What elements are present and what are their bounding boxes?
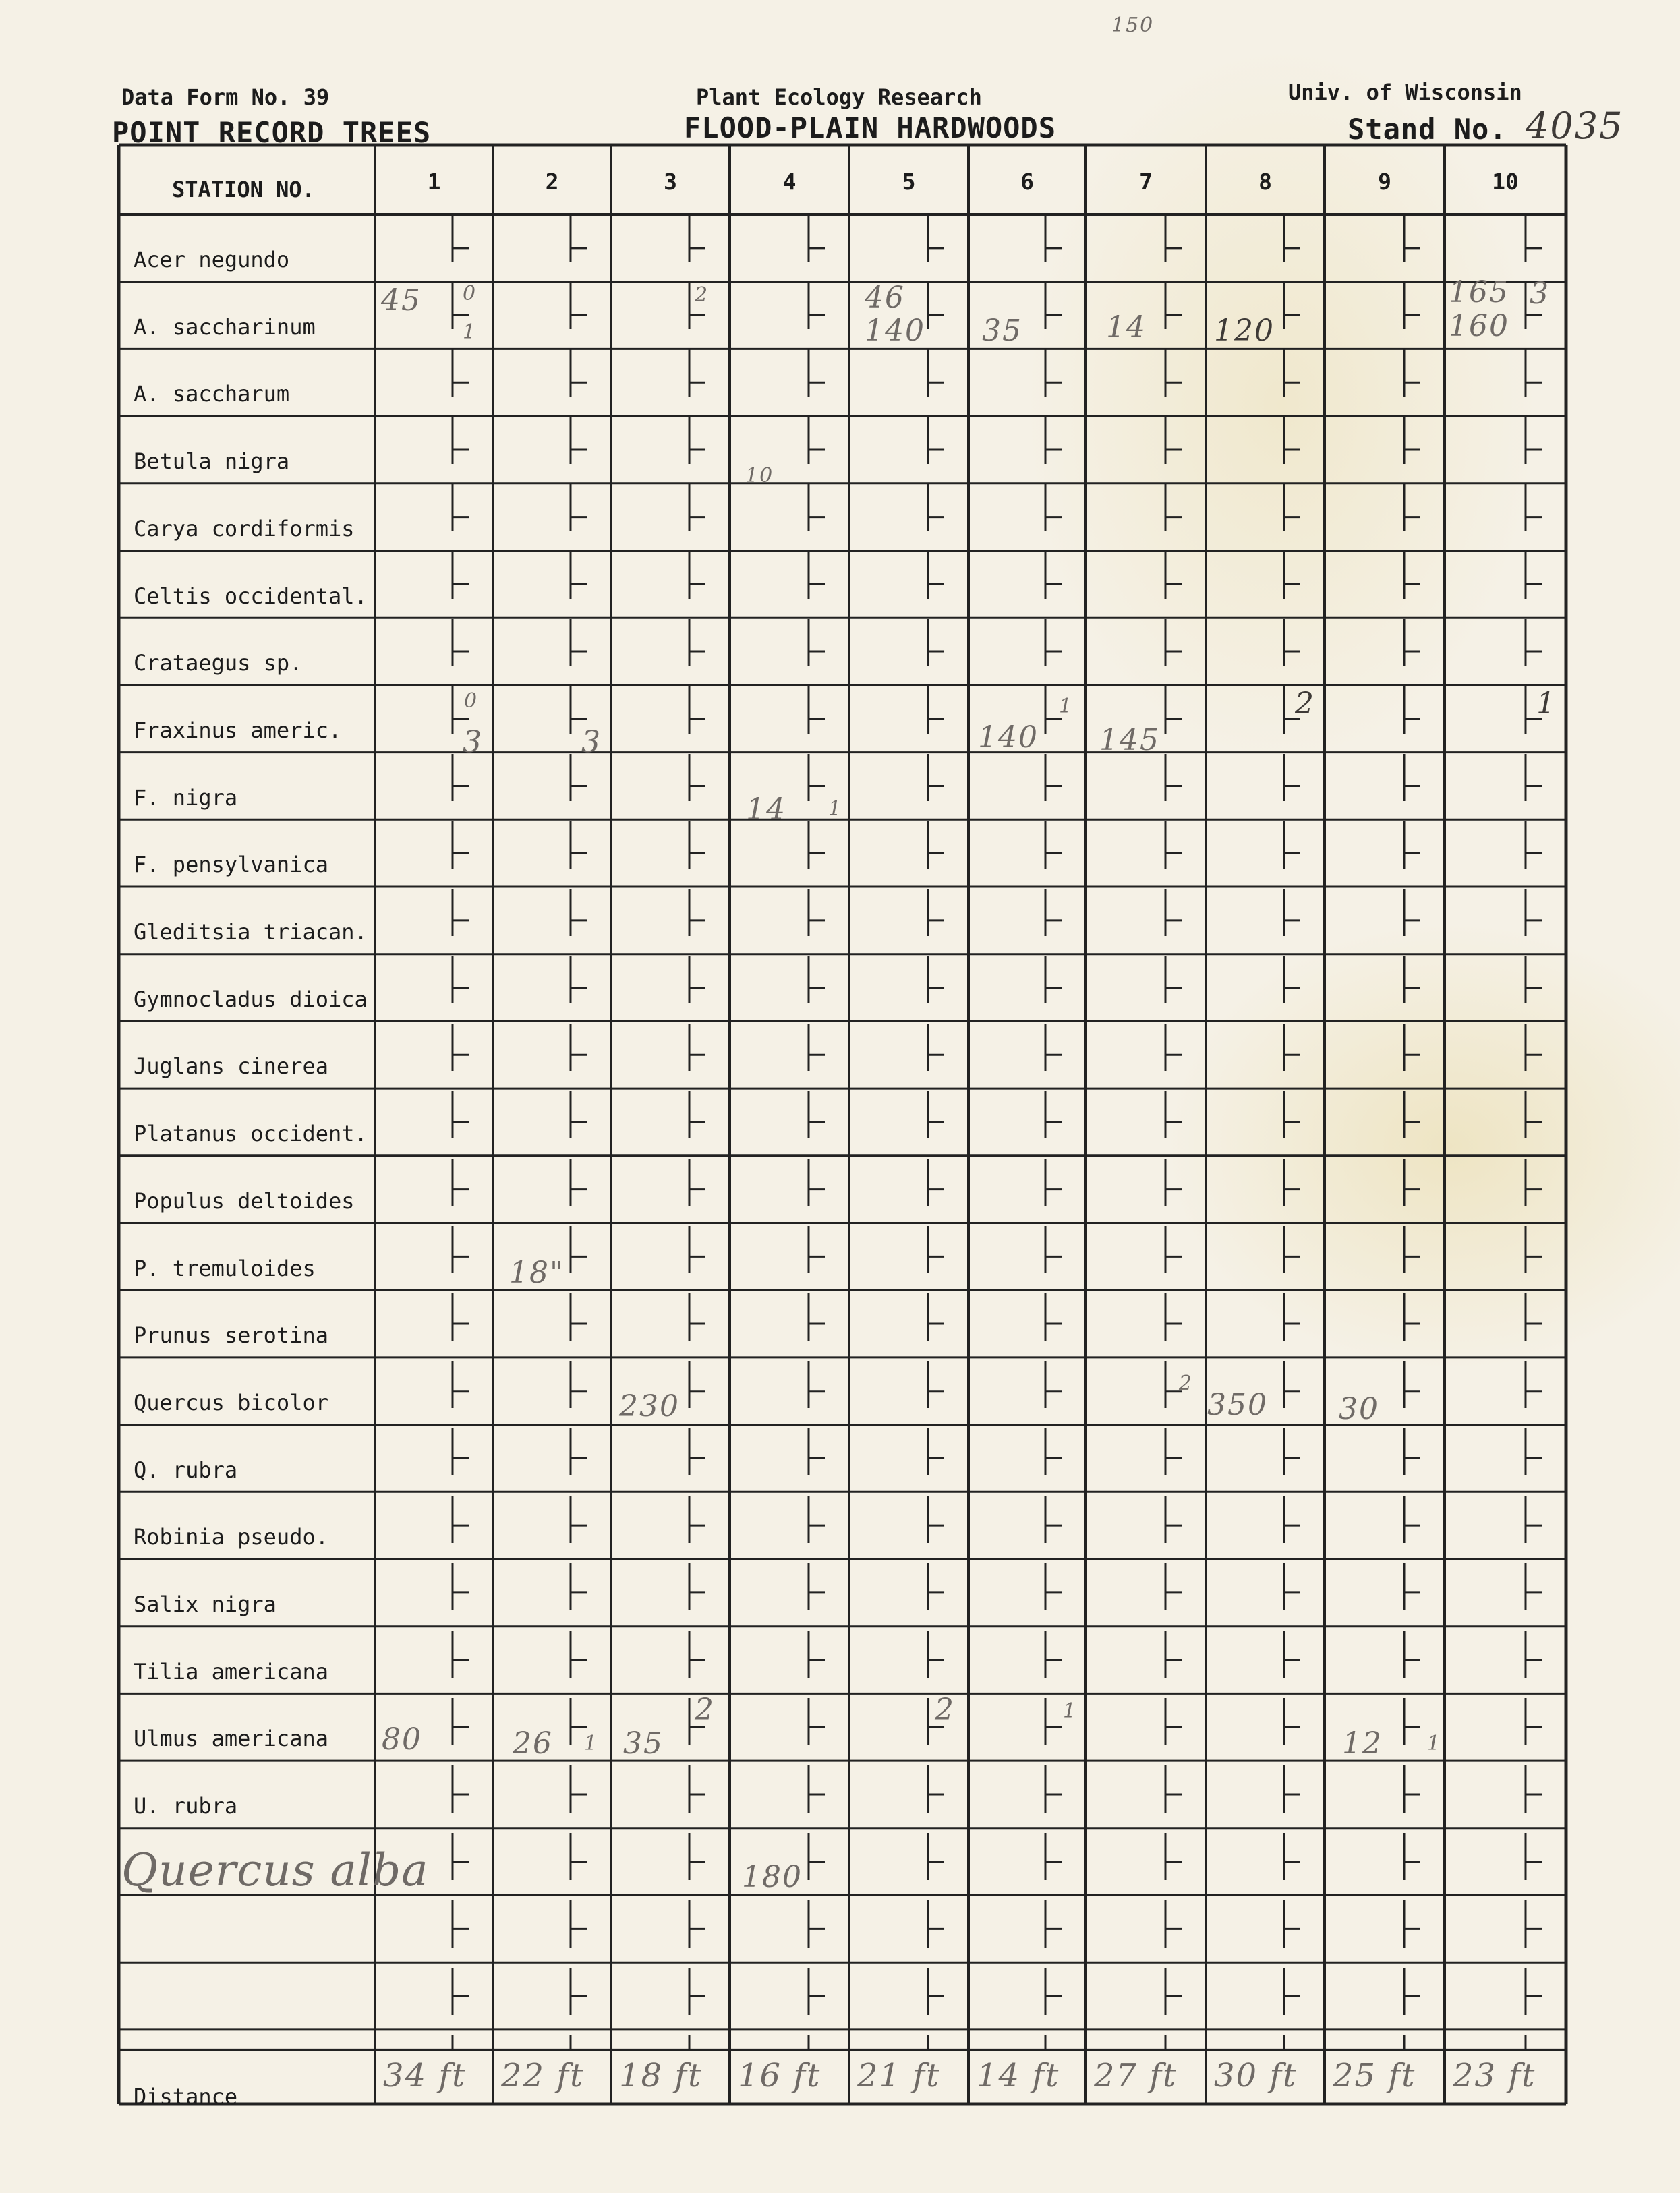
entry-fraxinus-s2-q: 3	[581, 725, 602, 759]
entry-fraxinus-s6-dia: 140	[978, 720, 1039, 755]
entry-fraxinus-s7-dia: 145	[1099, 723, 1160, 757]
station-number: 2	[545, 169, 559, 195]
station-number: 6	[1020, 169, 1034, 195]
species-label: A. saccharinum	[134, 314, 316, 340]
distance-value: 34 ft	[383, 2057, 467, 2095]
species-label: A. saccharum	[134, 381, 290, 407]
distance-label: Distance	[134, 2084, 238, 2109]
entry-acer-sacch-s10-dia: 165	[1449, 275, 1509, 310]
species-label: Gleditsia triacan.	[134, 919, 368, 945]
distance-value: 21 ft	[857, 2057, 941, 2095]
entry-ulmus-s9-dia: 12	[1342, 1726, 1383, 1761]
species-label: F. nigra	[134, 784, 238, 811]
station-number: 1	[427, 169, 441, 195]
entry-acer-sacch-s7-dia: 14	[1106, 310, 1147, 345]
entry-p-trem-s2: 18"	[509, 1256, 565, 1290]
species-label: F. pensylvanica	[134, 852, 328, 878]
entry-quercus-bicolor-s8-q: 2	[1179, 1372, 1194, 1395]
station-number: 7	[1139, 169, 1153, 195]
entry-fraxinus-s6-q: 1	[1059, 695, 1074, 718]
species-label: Platanus occident.	[134, 1121, 368, 1147]
distance-value: 22 ft	[501, 2057, 585, 2095]
station-number: 3	[664, 169, 677, 195]
species-label: Tilia americana	[134, 1658, 328, 1685]
entry-f-nigra-s4-dia: 14	[746, 792, 786, 827]
handwritten-species: Quercus alba	[121, 1844, 429, 1896]
program-name: Plant Ecology Research	[696, 84, 982, 110]
entry-acer-sacch-s8-dia: 120	[1214, 314, 1275, 348]
stand-number: 4035	[1526, 105, 1624, 147]
form-title: POINT RECORD TREES	[112, 116, 432, 149]
entry-ulmus-s1-dia: 80	[382, 1722, 422, 1757]
station-number: 5	[902, 169, 916, 195]
species-label: Prunus serotina	[134, 1322, 328, 1349]
station-number: 8	[1258, 169, 1272, 195]
species-label: Salix nigra	[134, 1591, 277, 1617]
species-label: Betula nigra	[134, 448, 290, 475]
distance-value: 27 ft	[1094, 2057, 1178, 2095]
species-label: Carya cordiformis	[134, 515, 355, 542]
entry-fraxinus-s8-q: 2	[1295, 686, 1315, 721]
entry-acer-sacch-s1-dia: 45	[381, 283, 422, 318]
entry-quercus-bicolor-s8-dia: 350	[1207, 1388, 1268, 1422]
species-label: Crataegus sp.	[134, 650, 303, 676]
entry-acer-sacch-s1-q: 0	[463, 282, 477, 305]
entry-ulmus-s3-dia: 35	[623, 1726, 664, 1761]
species-label: U. rubra	[134, 1793, 238, 1819]
species-label: Populus deltoides	[134, 1188, 355, 1214]
entry-ulmus-s9-q: 1	[1427, 1732, 1442, 1755]
station-number: 4	[782, 169, 796, 195]
distance-value: 14 ft	[977, 2057, 1060, 2095]
species-label: Gymnocladus dioica	[134, 986, 368, 1012]
entry-acer-sacch-s5-dia: 46	[865, 281, 905, 315]
distance-value: 25 ft	[1333, 2057, 1416, 2095]
station-number: 10	[1492, 169, 1519, 195]
species-label: Ulmus americana	[134, 1726, 328, 1752]
entry-fraxinus-s10-q: 1	[1536, 686, 1557, 721]
entry-ulmus-s2-dia: 26	[513, 1726, 553, 1761]
species-label: Robinia pseudo.	[134, 1524, 328, 1550]
distance-value: 23 ft	[1453, 2057, 1536, 2095]
species-label: Q. rubra	[134, 1457, 238, 1483]
entry-acer-sacch-s10-q: 3	[1530, 276, 1550, 311]
species-label: Acer negundo	[134, 247, 290, 272]
institution-name: Univ. of Wisconsin	[1288, 80, 1522, 105]
species-label: Celtis occidental.	[134, 583, 368, 609]
form-number: Data Form No. 39	[121, 84, 330, 110]
species-label: Fraxinus americ.	[134, 717, 342, 743]
entry-acer-sacch-s10-dia2: 160	[1449, 309, 1509, 343]
entry-betula-s4: 10	[745, 464, 774, 488]
entry-fraxinus-s1-q2: 3	[463, 725, 483, 759]
distance-value: 16 ft	[738, 2057, 821, 2095]
species-label: P. tremuloides	[134, 1255, 316, 1281]
entry-acer-sacch-s6-dia: 35	[982, 314, 1022, 348]
entry-ulmus-s3-q: 2	[695, 1693, 715, 1727]
distance-value: 30 ft	[1214, 2057, 1298, 2095]
species-label: Juglans cinerea	[134, 1053, 328, 1080]
distance-value: 18 ft	[619, 2057, 703, 2095]
station-header: STATION NO.	[172, 177, 315, 202]
entry-f-nigra-s4-q: 1	[828, 797, 843, 821]
entry-ulmus-s6-q: 1	[1063, 1699, 1078, 1723]
entry-quercus-bicolor-s3-dia: 230	[619, 1389, 680, 1424]
entry-ulmus-s5-q: 2	[935, 1693, 955, 1727]
top-note: 150	[1111, 13, 1155, 37]
entry-acer-sacch-s5-dia2: 140	[865, 314, 925, 348]
entry-ulmus-s2-q: 1	[584, 1732, 599, 1755]
community-title: FLOOD-PLAIN HARDWOODS	[684, 111, 1057, 144]
species-label: Quercus bicolor	[134, 1389, 328, 1415]
entry-acer-sacch-s1-q2: 1	[463, 320, 477, 344]
entry-quercus-bicolor-s9-dia: 30	[1339, 1392, 1379, 1426]
stand-label: Stand No.	[1348, 113, 1507, 146]
entry-fraxinus-s1-q: 0	[464, 689, 479, 713]
entry-acer-sacch-s3-q: 2	[695, 283, 709, 307]
station-number: 9	[1378, 169, 1391, 195]
entry-q-alba-s4: 180	[742, 1860, 803, 1894]
